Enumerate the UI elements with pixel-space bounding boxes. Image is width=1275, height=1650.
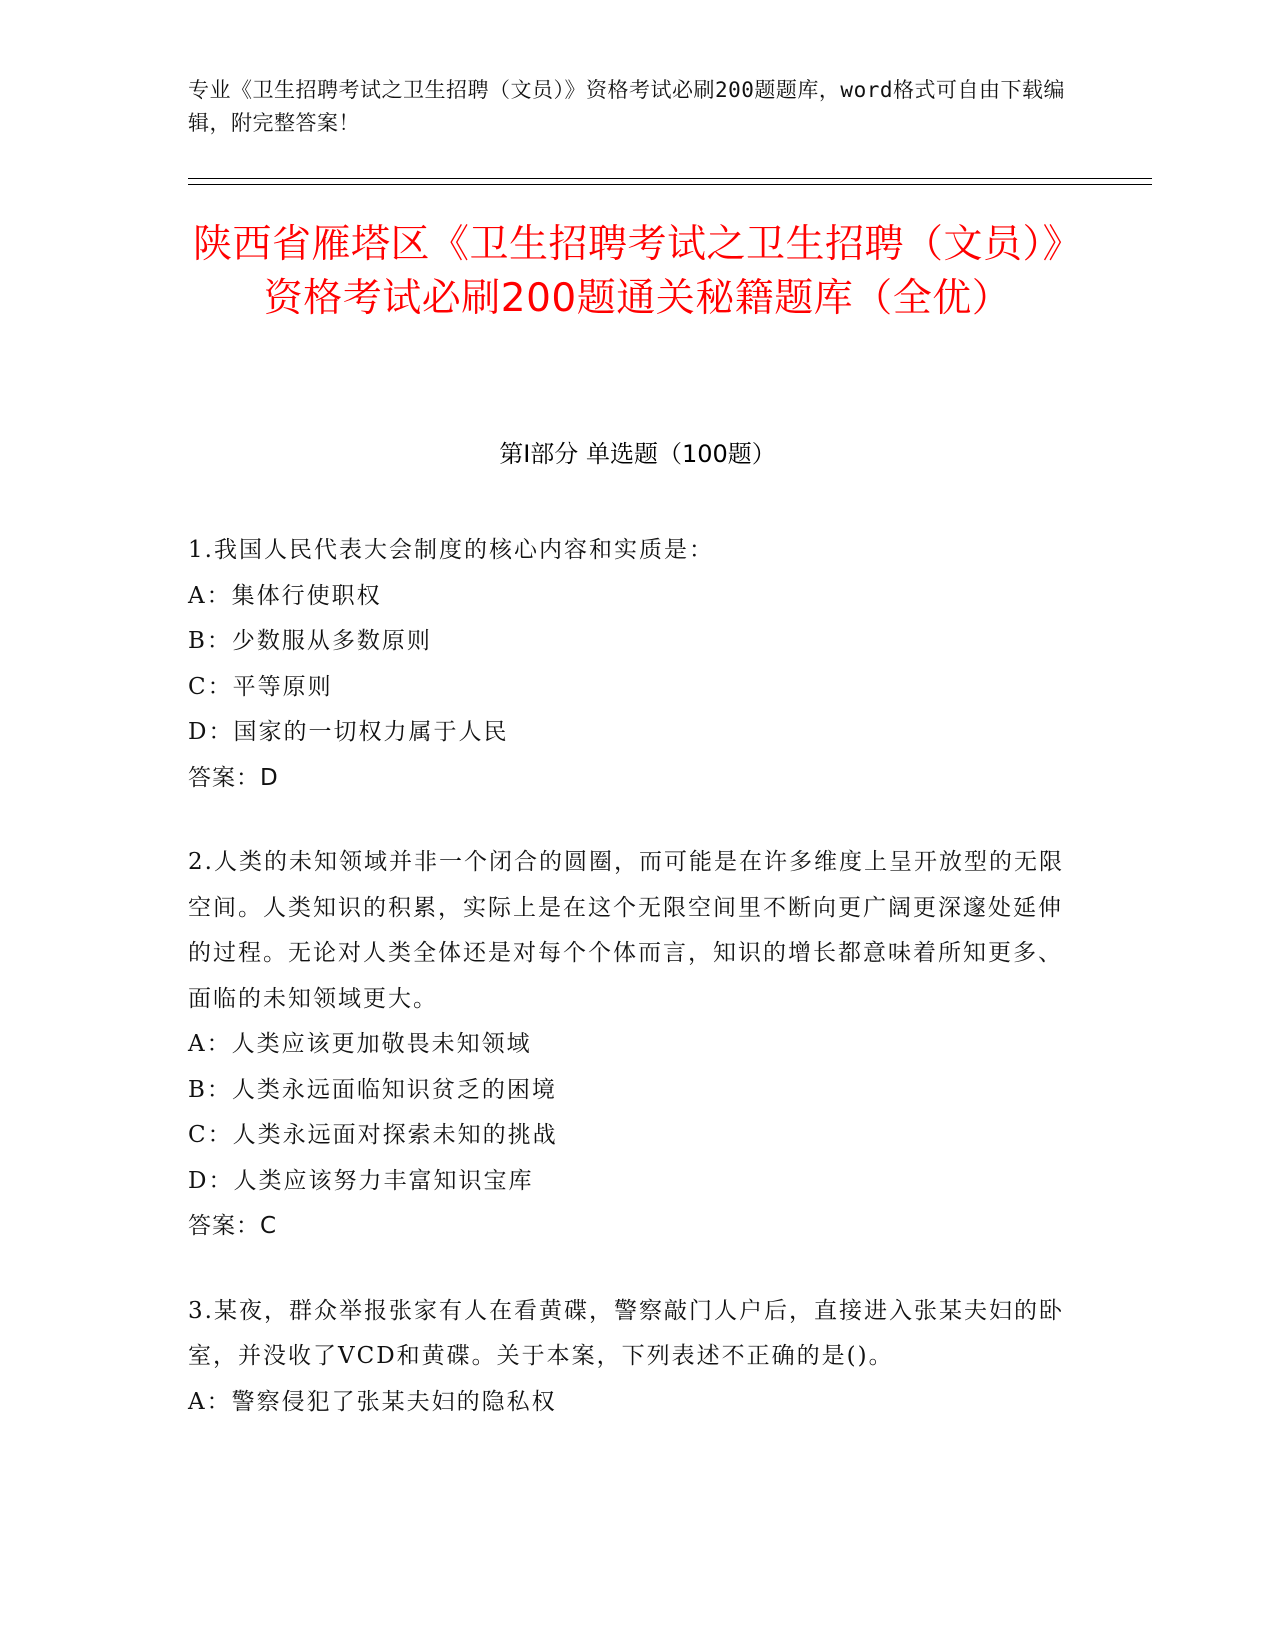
option-b: B：少数服从多数原则	[188, 628, 432, 654]
option-a: A：人类应该更加敬畏未知领域	[188, 1031, 532, 1057]
question-3	[188, 1289, 1068, 1426]
question-stem: 1.我国人民代表大会制度的核心内容和实质是：	[188, 537, 714, 563]
question-2	[188, 840, 1068, 1250]
section-title: 第Ⅰ部分 单选题（100题）	[499, 440, 776, 468]
answer: 答案：C	[188, 1213, 278, 1239]
option-d: D：国家的一切权力属于人民	[188, 719, 509, 745]
question-stem: 3.某夜，群众举报张家有人在看黄碟，警察敲门人户后，直接进入张某夫妇的卧室，并没收了VCD和黄碟。关于本案，下列表述不正确的是()。	[188, 1297, 1064, 1369]
document-title: 陕西省雁塔区《卫生招聘考试之卫生招聘（文员）》资格考试必刷200题通关秘籍题库（全优）	[192, 222, 1082, 321]
answer: 答案：D	[188, 764, 279, 791]
option-a: A：集体行使职权	[188, 582, 382, 609]
header-note: 专业《卫生招聘考试之卫生招聘（文员）》资格考试必刷200题题库，word格式可自由下载编辑，附完整答案！	[188, 78, 1065, 135]
header-rule-top	[188, 178, 1152, 179]
option-d: D：人类应该努力丰富知识宝库	[188, 1167, 534, 1194]
option-b: B：人类永远面临知识贫乏的困境	[188, 1076, 557, 1103]
header-rule-bottom	[188, 184, 1152, 185]
question-list	[188, 528, 1068, 1464]
question-stem: 2.人类的未知领域并非一个闭合的圆圈，而可能是在许多维度上呈开放型的无限空间。人类知识的积累，实际上是在这个无限空间里不断向更广阔更深邃处延伸的过程。无论对人类全体还是对每个个体而言，知识的增长都意味着所知更多、面临的未知领域更大。	[188, 849, 1064, 1012]
option-c: C：平等原则	[188, 673, 333, 700]
question-1	[188, 528, 1068, 801]
option-c: C：人类永远面对探索未知的挑战	[188, 1122, 558, 1148]
option-a: A：警察侵犯了张某夫妇的隐私权	[188, 1388, 557, 1415]
